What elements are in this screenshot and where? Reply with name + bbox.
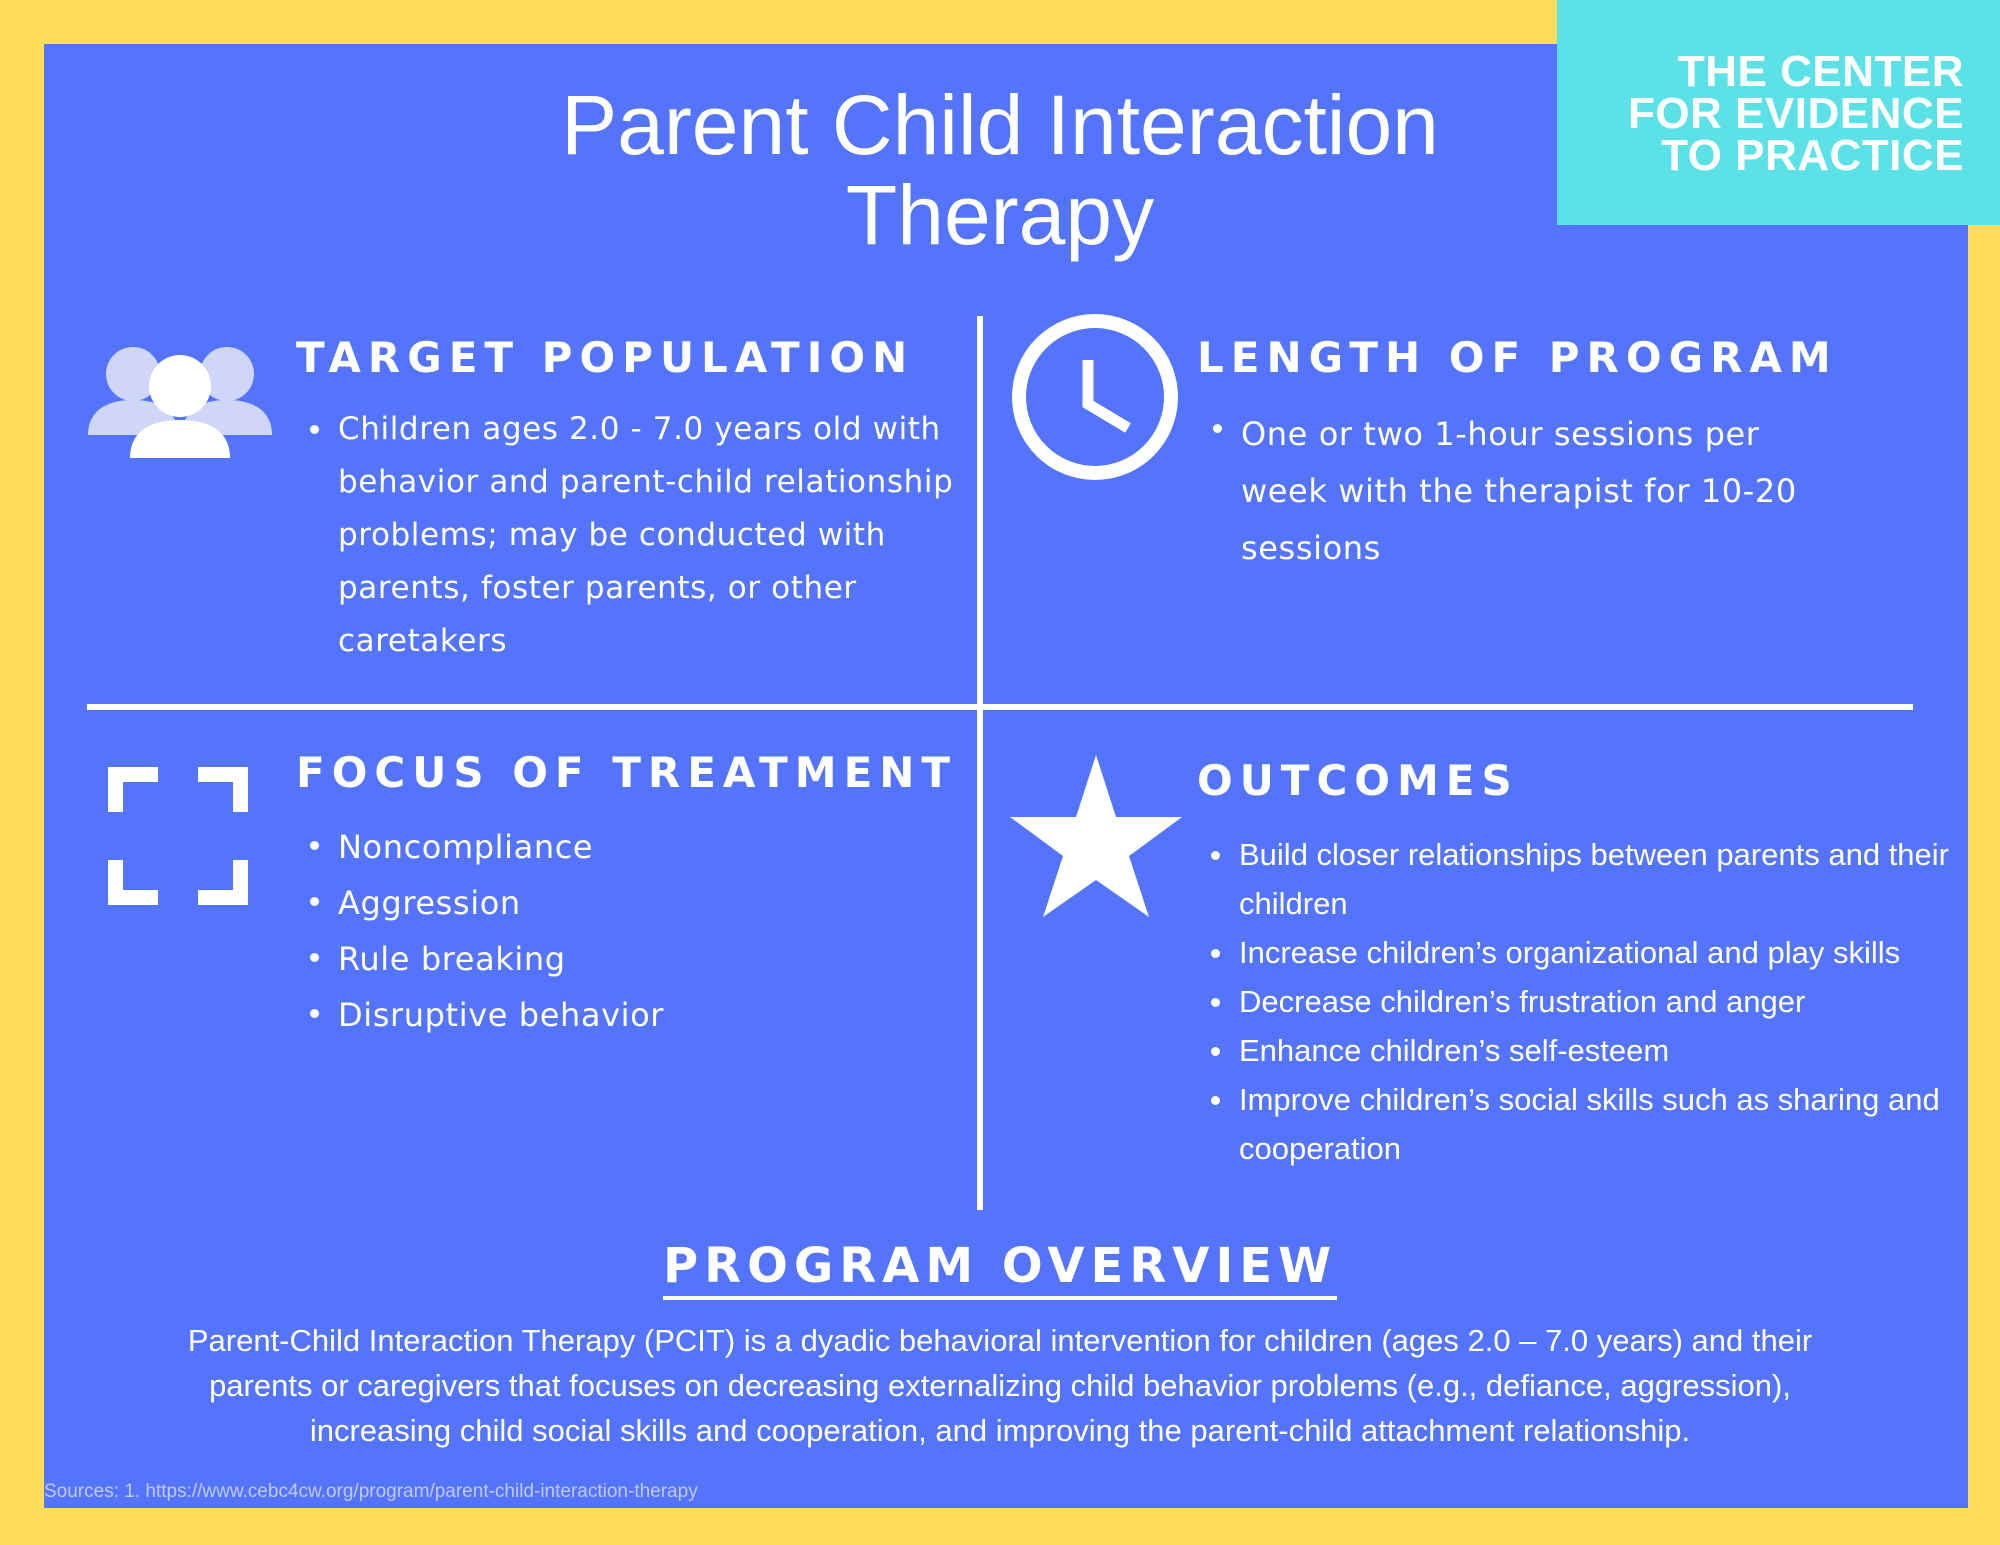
focus-of-treatment-list	[304, 819, 944, 1043]
list-item: Decrease children’s frustration and anger	[1205, 977, 1965, 1026]
logo-line-1: THE CENTER	[1677, 47, 1964, 96]
brand-logo	[1557, 0, 2000, 225]
logo-line-2: FOR EVIDENCE	[1627, 89, 1964, 138]
list-item: Aggression	[304, 875, 944, 931]
clock-icon	[1010, 312, 1180, 482]
logo-line-3: TO PRACTICE	[1661, 131, 1964, 180]
program-overview-heading	[0, 1238, 2000, 1294]
section-heading-length-of-program: LENGTH OF PROGRAM	[1197, 333, 1838, 382]
star-icon	[1010, 755, 1182, 917]
page-title-line-1: Parent Child Interaction	[561, 78, 1439, 172]
list-item: One or two 1-hour sessions per week with the therapist for 10-20 sessions	[1207, 406, 1837, 577]
section-heading-outcomes: OUTCOMES	[1197, 756, 1519, 805]
focus-frame-icon	[108, 767, 248, 905]
sources-footnote: Sources: 1. https://www.cebc4cw.org/program/parent-child-interaction-therapy	[44, 1481, 698, 1502]
list-item: Rule breaking	[304, 931, 944, 987]
list-item: Increase children’s organizational and play skills	[1205, 928, 1965, 977]
length-of-program-list	[1207, 406, 1837, 577]
page-title-line-2: Therapy	[845, 168, 1155, 262]
program-overview-text: Parent-Child Interaction Therapy (PCIT) is a dyadic behavioral intervention for children (ages 2.0 – 7.0 years) and their parents or caregivers that focuses on decreasing externalizing child behavior problems (e.g., defiance, aggression), increasing child social skills and cooperation, and improving the parent-child attachment relationship.	[187, 1323, 1813, 1448]
list-item: Build closer relationships between parents and their children	[1205, 830, 1965, 928]
section-heading-target-population: TARGET POPULATION	[296, 333, 915, 382]
target-population-list	[304, 403, 984, 668]
horizontal-divider	[87, 704, 1913, 710]
list-item: Noncompliance	[304, 819, 944, 875]
people-group-icon	[85, 340, 275, 465]
list-item: Enhance children’s self-esteem	[1205, 1026, 1965, 1075]
list-item: Children ages 2.0 - 7.0 years old with behavior and parent-child relationship problems; may be conducted with parents, foster parents, or other caretakers	[304, 403, 984, 668]
list-item: Disruptive behavior	[304, 987, 944, 1043]
list-item: Improve children’s social skills such as sharing and cooperation	[1205, 1075, 1965, 1173]
page-title	[400, 80, 1600, 260]
program-overview-heading-text: PROGRAM OVERVIEW	[663, 1238, 1337, 1300]
outcomes-list	[1205, 830, 1965, 1173]
section-heading-focus-of-treatment: FOCUS OF TREATMENT	[296, 748, 958, 797]
